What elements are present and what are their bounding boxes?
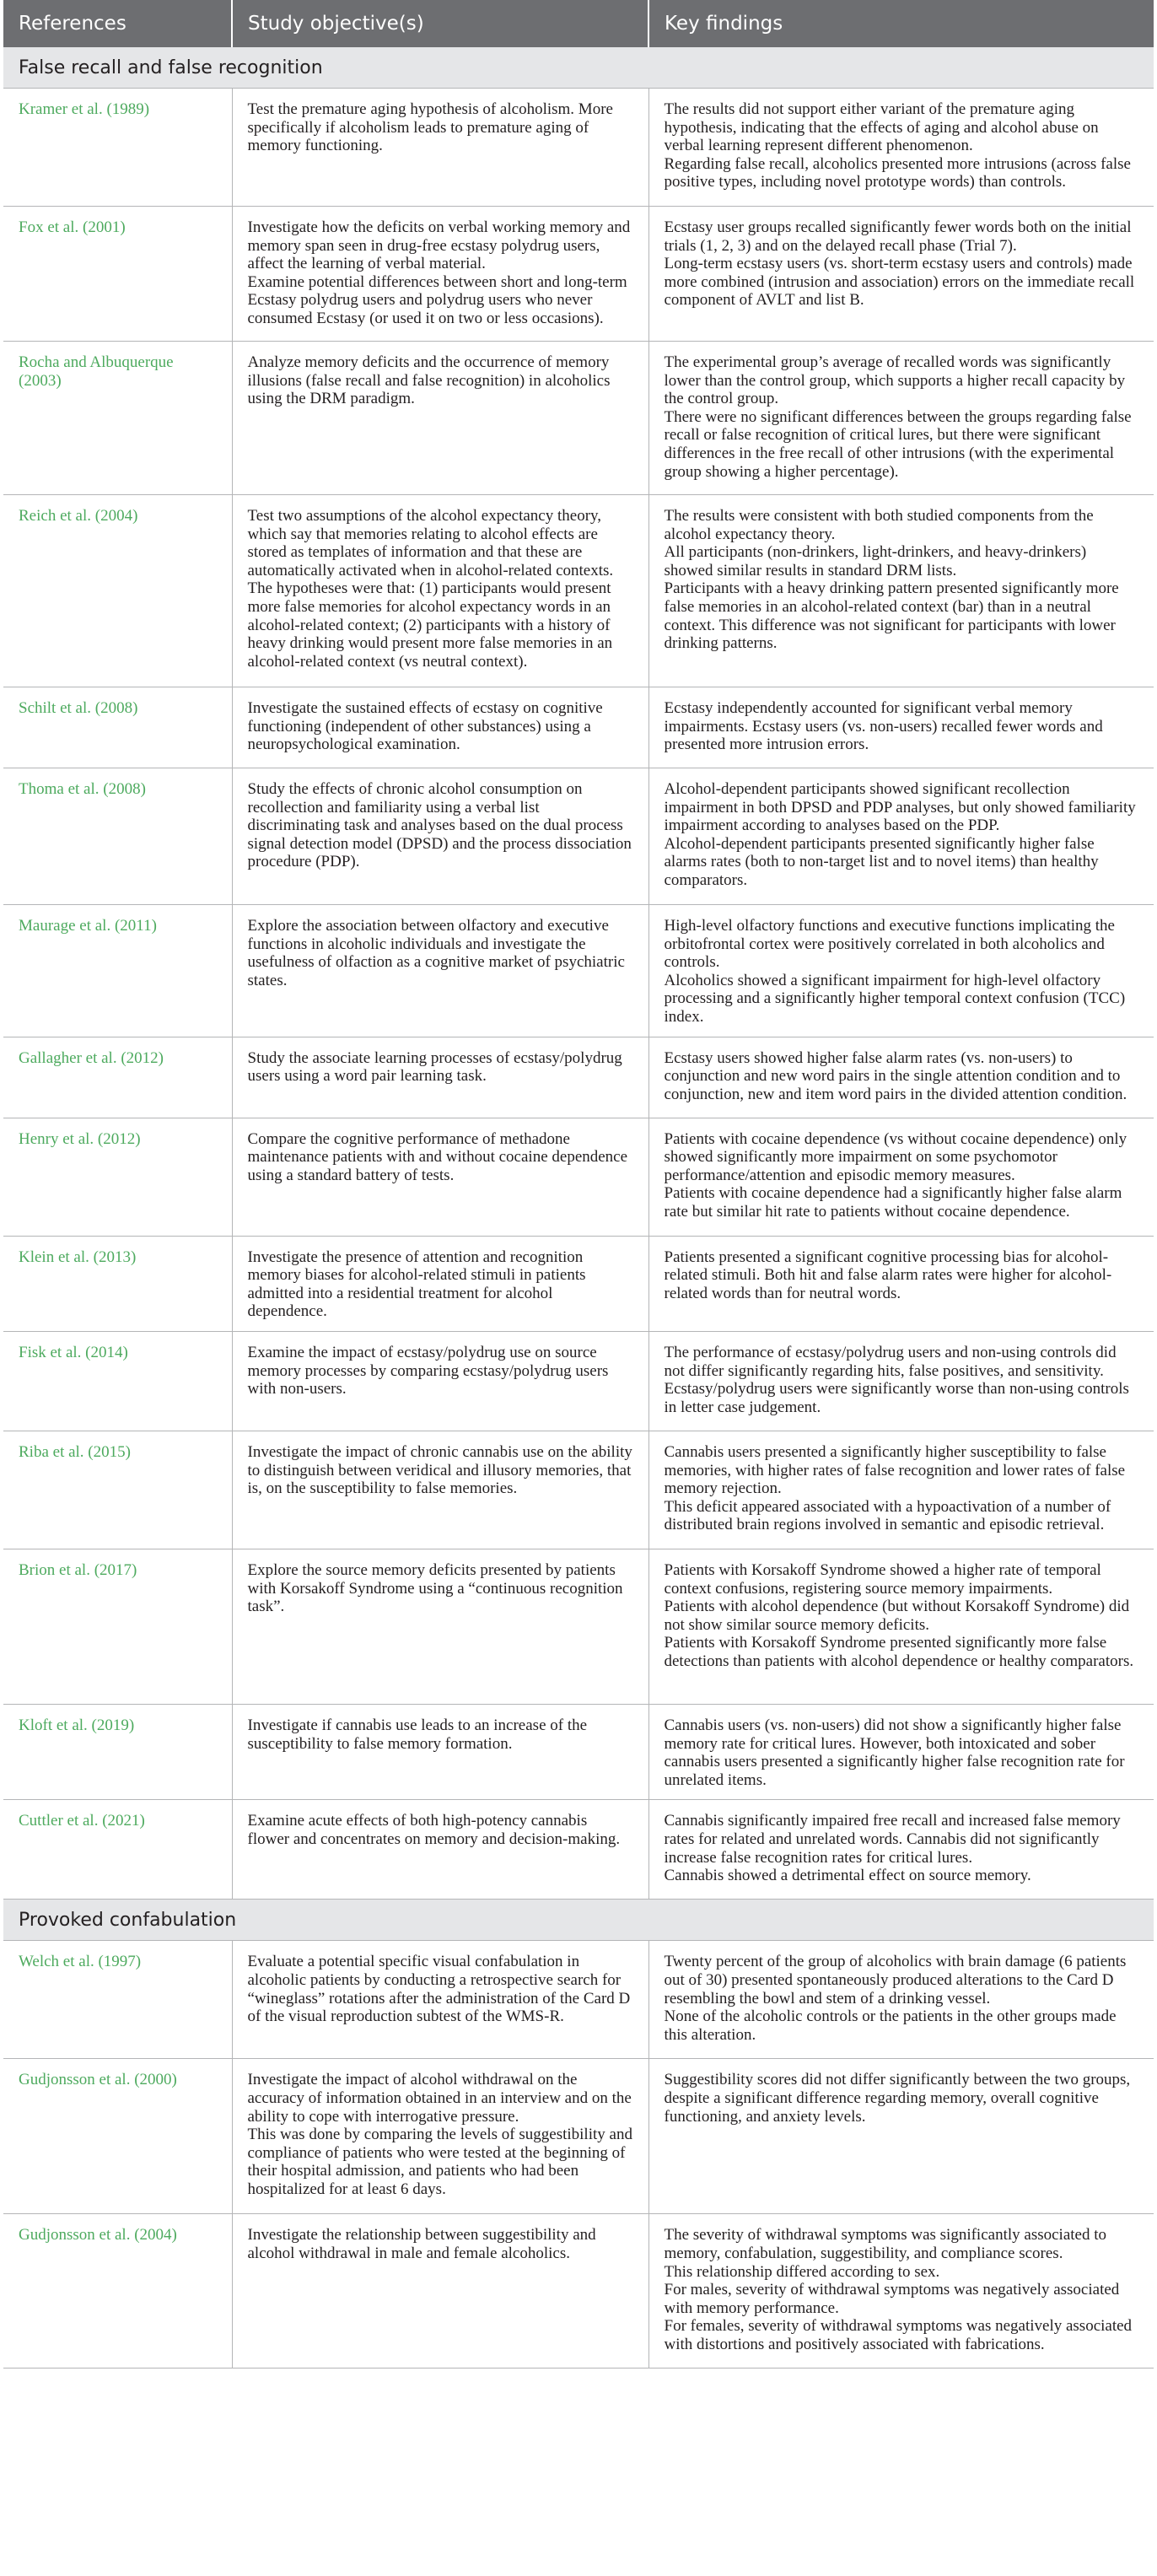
reference-link[interactable]: Klein et al. (2013) (3, 1236, 232, 1331)
study-objective-cell (232, 1941, 648, 2059)
objective-text: Investigate how the deficits on verbal working memory and memory span seen in drug-free ecstasy polydrug users, affect the learning of verbal material. (247, 218, 631, 273)
objective-text: Investigate the impact of chronic cannabis use on the ability to distinguish between veridical and illusory memories, that is, on the susceptibility to false memories. (247, 1442, 632, 1498)
key-findings-cell (648, 342, 1154, 495)
finding-text: Regarding false recall, alcoholics presented more intrusions (across false positive types, including novel prototype words) than controls. (664, 154, 1131, 191)
finding-text: High-level olfactory functions and executive functions implicating the orbitofrontal cortex were positively correlated in both alcoholics and controls. (664, 917, 1115, 972)
table-row (3, 1549, 1154, 1704)
reference-link[interactable]: Henry et al. (2012) (3, 1118, 232, 1236)
reference-link[interactable]: Kramer et al. (1989) (3, 89, 232, 207)
objective-text: Compare the cognitive performance of methadone maintenance patients with and without cocaine dependence using a standard battery of tests. (247, 1129, 628, 1184)
section-header-row (3, 1900, 1154, 1941)
key-findings-cell (648, 905, 1154, 1037)
table-row (3, 1800, 1154, 1900)
finding-text: Ecstasy/polydrug users were significantly worse than non-using controls in letter case judgement. (664, 1380, 1129, 1416)
reference-link[interactable]: Maurage et al. (2011) (3, 905, 232, 1037)
finding-text: Long-term ecstasy users (vs. short-term ecstasy users and controls) made more combined (intrusion and association) errors on the immediate recall component of AVLT and list B. (664, 255, 1135, 310)
objective-text: Examine potential differences between short and long-term Ecstasy polydrug users and polydrug users who never consumed Ecstasy (or used it on two or less occasions). (247, 272, 627, 327)
finding-text: There were no significant differences between the groups regarding false recall or false recognition of critical lures, but there were significant differences in the free recall of other intrusions (with the experimental group showing a higher percentage). (664, 407, 1132, 481)
objective-text: The hypotheses were that: (1) participants would present more false memories for alcohol expectancy words in an alcohol-related context; (2) participants with a history of heavy drinking would present more false memories in an alcohol-related context (vs neutral context). (247, 579, 613, 671)
finding-text: This relationship differed according to sex. (664, 2262, 940, 2281)
reference-link[interactable]: Brion et al. (2017) (3, 1549, 232, 1704)
key-findings-cell (648, 89, 1154, 207)
table-row (3, 207, 1154, 342)
finding-text: For females, severity of withdrawal symptoms was negatively associated with distortions and positively associated with fabrications. (664, 2317, 1133, 2353)
table-body (3, 47, 1154, 2369)
reference-link[interactable]: Gudjonsson et al. (2004) (3, 2214, 232, 2369)
key-findings-cell (648, 1704, 1154, 1799)
table-row (3, 342, 1154, 495)
finding-text: Patients with cocaine dependence (vs without cocaine dependence) only showed significantly more impairment on some psychomotor performance/attention and episodic memory measures. (664, 1129, 1127, 1184)
table-row (3, 2059, 1154, 2214)
finding-text: The results did not support either variant of the premature aging hypothesis, indicating that the effects of aging and alcohol abuse on verbal learning represent different phenomenon. (664, 100, 1099, 155)
reference-link[interactable]: Riba et al. (2015) (3, 1431, 232, 1549)
study-objective-cell (232, 768, 648, 905)
studies-table (3, 0, 1154, 2369)
table-row (3, 1037, 1154, 1118)
finding-text: Patients with alcohol dependence (but without Korsakoff Syndrome) did not show similar source memory deficits. (664, 1598, 1130, 1634)
finding-text: The experimental group’s average of recalled words was significantly lower than the control group, which supports a higher recall capacity by the control group. (664, 353, 1126, 408)
finding-text: Patients presented a significant cognitive processing bias for alcohol-related stimuli. Both hit and false alarm rates were higher for alcohol-related words than for neutral words. (664, 1248, 1112, 1302)
study-objective-cell (232, 1331, 648, 1431)
finding-text: Patients with cocaine dependence had a significantly higher false alarm rate but similar hit rate to patients without cocaine dependence. (664, 1184, 1122, 1221)
table-row (3, 1941, 1154, 2059)
study-objective-cell (232, 1549, 648, 1704)
key-findings-cell (648, 687, 1154, 768)
objective-text: Study the associate learning processes of ecstasy/polydrug users using a word pair learning task. (247, 1048, 622, 1086)
objective-text: Investigate the impact of alcohol withdrawal on the accuracy of information obtained in an interview and on the ability to cope with interrogative pressure. (247, 2071, 632, 2126)
objective-text: This was done by comparing the levels of suggestibility and compliance of patients who were tested at the beginning of their hospital admission, and patients who had been hospitalized for at least 6 days. (247, 2126, 632, 2198)
objective-text: Explore the association between olfactory and executive functions in alcoholic individuals and investigate the usefulness of olfaction as a cognitive market of psychiatric states. (247, 917, 625, 989)
table-row (3, 495, 1154, 687)
table-row (3, 1331, 1154, 1431)
objective-text: Analyze memory deficits and the occurrence of memory illusions (false recall and false recognition) in alcoholics using the DRM paradigm. (247, 353, 611, 408)
objective-text: Study the effects of chronic alcohol consumption on recollection and familiarity using a verbal list discriminating task and analyses based on the dual process signal detection model (DPSD) and the process dissociation procedure (PDP). (247, 780, 632, 871)
finding-text: Patients with Korsakoff Syndrome presented significantly more false detections than patients with alcohol dependence or healthy comparators. (664, 1634, 1134, 1670)
table-row (3, 2214, 1154, 2369)
study-objective-cell (232, 1118, 648, 1236)
objective-text: Evaluate a potential specific visual confabulation in alcoholic patients by conducting a retrospective search for “wineglass” rotations after the administration of the Card D of the visual reproduction subtest of the WMS-R. (247, 1953, 631, 2026)
objective-text: Test the premature aging hypothesis of alcoholism. More specifically if alcoholism leads to premature aging of memory functioning. (247, 100, 613, 155)
table-row (3, 768, 1154, 905)
reference-link[interactable]: Gudjonsson et al. (2000) (3, 2059, 232, 2214)
key-findings-cell (648, 1236, 1154, 1331)
finding-text: Twenty percent of the group of alcoholics with brain damage (6 patients out of 30) presented spontaneously produced alterations to the Card D resembling the bowl and stem of a drinking vessel. (664, 1953, 1127, 2007)
key-findings-cell (648, 1431, 1154, 1549)
reference-link[interactable]: Thoma et al. (2008) (3, 768, 232, 905)
finding-text: Cannabis significantly impaired free recall and increased false memory rates for related and unrelated words. Cannabis did not significantly increase false recognition rates for critical lures. (664, 1812, 1121, 1867)
key-findings-cell (648, 2214, 1154, 2369)
finding-text: Ecstasy independently accounted for significant verbal memory impairments. Ecstasy users (vs. non-users) recalled fewer words and presented more intrusion errors. (664, 699, 1103, 754)
key-findings-cell (648, 495, 1154, 687)
study-objective-cell (232, 1704, 648, 1799)
section-title: Provoked confabulation (3, 1900, 1154, 1941)
study-objective-cell (232, 1431, 648, 1549)
study-objective-cell (232, 1037, 648, 1118)
study-objective-cell (232, 905, 648, 1037)
objective-text: Examine acute effects of both high-potency cannabis flower and concentrates on memory and decision-making. (247, 1812, 621, 1848)
header-key-findings: Key findings (648, 0, 1154, 47)
study-objective-cell (232, 89, 648, 207)
study-objective-cell (232, 1236, 648, 1331)
reference-link[interactable]: Fox et al. (2001) (3, 207, 232, 342)
finding-text: Patients with Korsakoff Syndrome showed a higher rate of temporal context confusions, registering source memory impairments. (664, 1560, 1101, 1598)
table-row (3, 1236, 1154, 1331)
study-objective-cell (232, 342, 648, 495)
table-row (3, 687, 1154, 768)
finding-text: The severity of withdrawal symptoms was significantly associated to memory, confabulation, suggestibility, and compliance scores. (664, 2226, 1106, 2262)
finding-text: The results were consistent with both studied components from the alcohol expectancy theory. (664, 507, 1094, 543)
header-study-objectives: Study objective(s) (232, 0, 648, 47)
study-objective-cell (232, 2059, 648, 2214)
section-header-row (3, 47, 1154, 89)
section-title: False recall and false recognition (3, 47, 1154, 89)
objective-text: Investigate the sustained effects of ecstasy on cognitive functioning (independent of other substances) using a neuropsychological examination. (247, 699, 603, 754)
objective-text: Investigate the presence of attention and recognition memory biases for alcohol-related stimuli in patients admitted into a residential treatment for alcohol dependence. (247, 1248, 586, 1321)
finding-text: Suggestibility scores did not differ significantly between the two groups, despite a significant difference regarding memory, overall cognitive functioning, and anxiety levels. (664, 2071, 1131, 2126)
objective-text: Investigate the relationship between suggestibility and alcohol withdrawal in male and female alcoholics. (247, 2226, 596, 2262)
key-findings-cell (648, 1800, 1154, 1900)
reference-link[interactable]: Gallagher et al. (2012) (3, 1037, 232, 1118)
key-findings-cell (648, 1037, 1154, 1118)
study-objective-cell (232, 687, 648, 768)
key-findings-cell (648, 768, 1154, 905)
finding-text: This deficit appeared associated with a hypoactivation of a number of distributed brain regions involved in semantic and episodic retrieval. (664, 1497, 1111, 1534)
finding-text: The performance of ecstasy/polydrug users and non-using controls did not differ significantly regarding hits, false positives, and sensitivity. (664, 1343, 1117, 1380)
objective-text: Examine the impact of ecstasy/polydrug use on source memory processes by comparing ecstasy/polydrug users with non-users. (247, 1343, 609, 1398)
finding-text: Cannabis users (vs. non-users) did not show a significantly higher false memory rate for critical lures. However, both intoxicated and sober cannabis users presented a significantly higher false recognition rate for unrelated items. (664, 1716, 1125, 1789)
objective-text: Explore the source memory deficits presented by patients with Korsakoff Syndrome using a “continuous recognition task”. (247, 1560, 623, 1616)
finding-text: Ecstasy users showed higher false alarm rates (vs. non-users) to conjunction and new word pairs in the single attention condition and to conjunction, new and item word pairs in the divided attention condition. (664, 1048, 1127, 1103)
finding-text: Alcoholics showed a significant impairment for high-level olfactory processing and a significantly higher temporal context confusion (TCC) index. (664, 971, 1126, 1026)
table-row (3, 1704, 1154, 1799)
key-findings-cell (648, 1549, 1154, 1704)
finding-text: All participants (non-drinkers, light-drinkers, and heavy-drinkers) showed similar results in standard DRM lists. (664, 543, 1087, 579)
study-objective-cell (232, 1800, 648, 1900)
finding-text: Participants with a heavy drinking pattern presented significantly more false memories in an alcohol-related context (bar) than in a neutral context. This difference was not significant for participants with lower drinking patterns. (664, 579, 1119, 653)
study-objective-cell (232, 2214, 648, 2369)
table-row (3, 89, 1154, 207)
finding-text: None of the alcoholic controls or the patients in the other groups made this alteration. (664, 2007, 1117, 2044)
reference-link[interactable]: Cuttler et al. (2021) (3, 1800, 232, 1900)
reference-link[interactable]: Fisk et al. (2014) (3, 1331, 232, 1431)
header-references: References (3, 0, 232, 47)
key-findings-cell (648, 2059, 1154, 2214)
objective-text: Test two assumptions of the alcohol expectancy theory, which say that memories relating to alcohol effects are stored as templates of information and that these are automatically activated when in alcohol-related contexts. (247, 507, 614, 579)
key-findings-cell (648, 1941, 1154, 2059)
reference-link[interactable]: Schilt et al. (2008) (3, 687, 232, 768)
finding-text: Cannabis users presented a significantly higher susceptibility to false memories, with higher rates of false recognition and lower rates of false memory rejection. (664, 1442, 1126, 1498)
finding-text: Ecstasy user groups recalled significantly fewer words both on the initial trials (1, 2, 3) and on the delayed recall phase (Trial 7). (664, 218, 1132, 255)
study-objective-cell (232, 207, 648, 342)
finding-text: For males, severity of withdrawal symptoms was negatively associated with memory performance. (664, 2281, 1120, 2317)
table-row (3, 1118, 1154, 1236)
reference-link[interactable]: Reich et al. (2004) (3, 495, 232, 687)
reference-link[interactable]: Welch et al. (1997) (3, 1941, 232, 2059)
key-findings-cell (648, 1118, 1154, 1236)
study-objective-cell (232, 495, 648, 687)
key-findings-cell (648, 207, 1154, 342)
key-findings-cell (648, 1331, 1154, 1431)
finding-text: Alcohol-dependent participants showed significant recollection impairment in both DPSD and PDP analyses, but only showed familiarity impairment according to analyses based on the PDP. (664, 780, 1136, 835)
table-row (3, 905, 1154, 1037)
finding-text: Alcohol-dependent participants presented significantly higher false alarms rates (both to non-target list and to novel items) than healthy comparators. (664, 834, 1099, 889)
reference-link[interactable]: Kloft et al. (2019) (3, 1704, 232, 1799)
table-row (3, 1431, 1154, 1549)
objective-text: Investigate if cannabis use leads to an increase of the susceptibility to false memory formation. (247, 1716, 588, 1753)
table-header (3, 0, 1154, 47)
finding-text: Cannabis showed a detrimental effect on source memory. (664, 1867, 1031, 1885)
reference-link[interactable]: Rocha and Albuquerque (2003) (3, 342, 232, 495)
